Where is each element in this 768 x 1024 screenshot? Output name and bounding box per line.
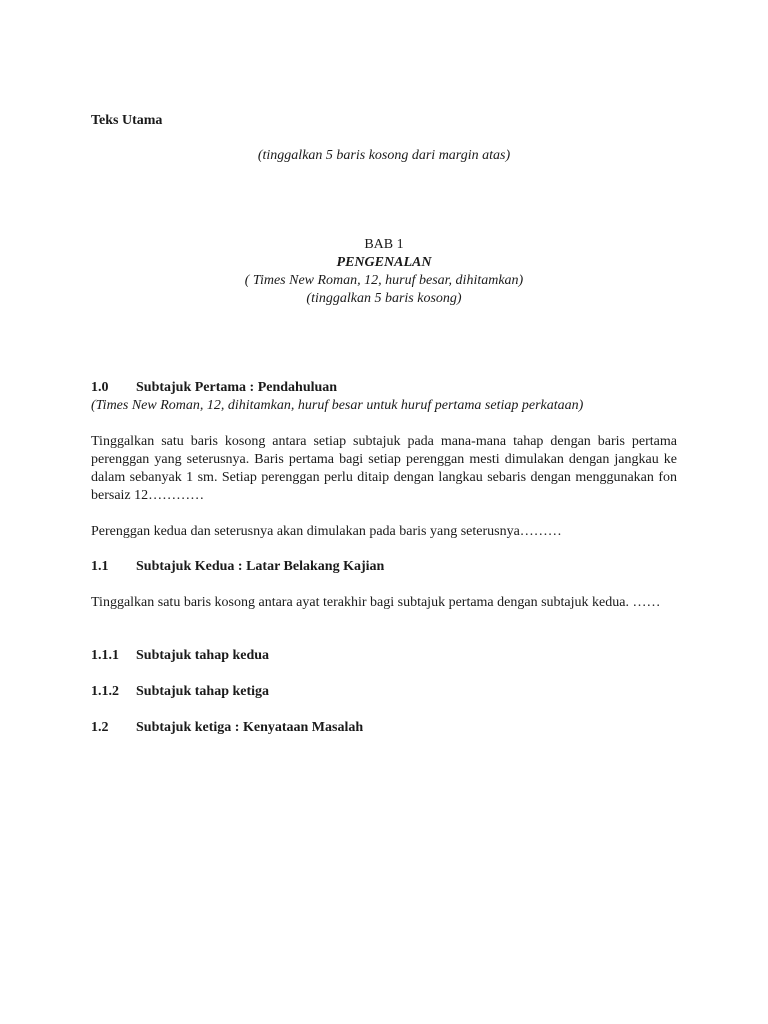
chapter-spacing-note: (tinggalkan 5 baris kosong) (306, 291, 462, 306)
section-1-1-number: 1.1 (91, 559, 109, 574)
section-1-1-2-number: 1.1.2 (91, 684, 119, 699)
chapter-title: PENGENALAN (336, 255, 432, 270)
top-label: Teks Utama (91, 113, 163, 128)
section-1-2-number: 1.2 (91, 720, 109, 735)
section-1-0-format-note: (Times New Roman, 12, dihitamkan, huruf besar untuk huruf pertama setiap perkataan) (91, 398, 584, 413)
chapter-format-note: ( Times New Roman, 12, huruf besar, dihitamkan) (244, 273, 524, 288)
section-1-0-title: Subtajuk Pertama : Pendahuluan (136, 380, 338, 395)
section-1-1-1-title: Subtajuk tahap kedua (136, 648, 270, 663)
section-1-0-paragraph-2: Perenggan kedua dan seterusnya akan dimulakan pada baris yang seterusnya……… (91, 524, 562, 539)
section-1-0-paragraph-1: Tinggalkan satu baris kosong antara setiap subtajuk pada mana-mana tahap dengan baris pertama perenggan yang seterusnya. Baris pertama bagi setiap perenggan mesti dimulakan dengan jangkau ke dalam sebanyak 1 sm. Setiap perenggan perlu ditaip dengan langkau sebaris dengan menggunakan fon bersaiz 12………… (91, 434, 677, 503)
section-1-1-2-title: Subtajuk tahap ketiga (136, 684, 270, 699)
section-1-0-number: 1.0 (91, 380, 109, 395)
top-note: (tinggalkan 5 baris kosong dari margin atas) (257, 148, 511, 163)
section-1-1-title: Subtajuk Kedua : Latar Belakang Kajian (136, 559, 385, 574)
section-1-1-paragraph: Tinggalkan satu baris kosong antara ayat terakhir bagi subtajuk pertama dengan subtajuk kedua. …… (91, 595, 661, 610)
section-1-1-1-number: 1.1.1 (91, 648, 119, 663)
chapter-number: BAB 1 (364, 237, 404, 252)
section-1-2-title: Subtajuk ketiga : Kenyataan Masalah (136, 720, 364, 735)
